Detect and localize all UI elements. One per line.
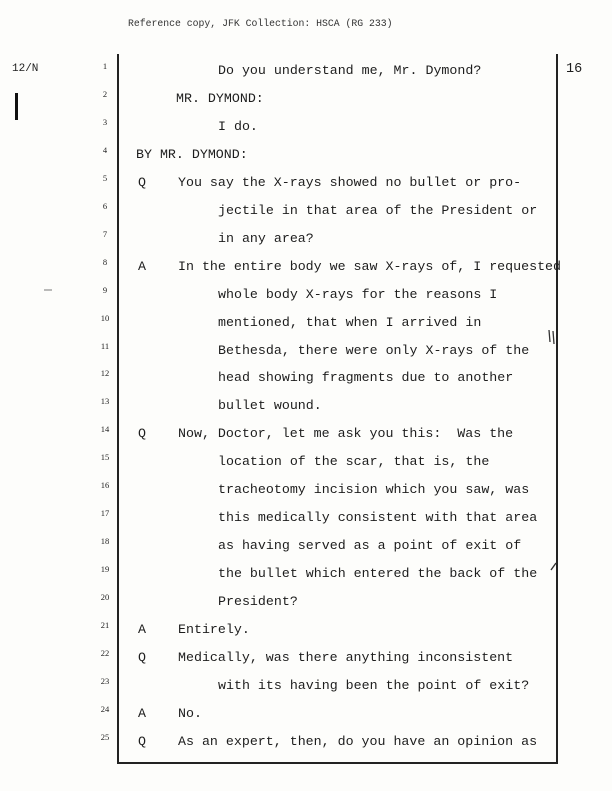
transcript-text: location of the scar, that is, the	[218, 454, 490, 470]
transcript-text: bullet wound.	[218, 398, 322, 414]
transcript-text: whole body X-rays for the reasons I	[218, 286, 498, 302]
transcript-text: head showing fragments due to another	[218, 370, 514, 386]
speaker-marker: Q	[138, 174, 146, 190]
page-frame-bottom-rule	[117, 762, 558, 764]
speaker-marker: A	[138, 622, 146, 638]
transcript-line	[0, 84, 612, 112]
line-number: 4	[102, 144, 108, 155]
speaker-marker: A	[138, 705, 146, 721]
speaker-marker: Q	[138, 733, 146, 749]
transcript-text: As an expert, then, do you have an opinion as	[178, 733, 538, 749]
transcript-line	[0, 643, 612, 671]
transcript-text: Do you understand me, Mr. Dymond?	[218, 63, 482, 78]
transcript-text: President?	[218, 594, 298, 610]
line-number: 6	[102, 200, 108, 211]
speaker-marker: Q	[138, 650, 146, 666]
page-number: 16	[566, 62, 583, 77]
line-number: 14	[100, 424, 110, 435]
line-number: 12	[100, 368, 110, 379]
line-number: 5	[102, 172, 108, 183]
line-number: 24	[100, 703, 110, 714]
speaker-marker: A	[138, 258, 146, 274]
transcript-line	[0, 363, 612, 391]
speaker-marker: Q	[138, 426, 146, 442]
transcript-line	[0, 196, 612, 224]
transcript-line	[0, 56, 612, 84]
line-number: 15	[100, 452, 110, 463]
line-number: 2	[102, 88, 108, 99]
transcript-body	[0, 56, 612, 755]
transcript-text: No.	[178, 705, 202, 721]
transcript-text: Now, Doctor, let me ask you this: Was the	[178, 426, 514, 442]
line-number: 25	[100, 731, 110, 742]
transcript-line	[0, 112, 612, 140]
line-number: 22	[100, 648, 110, 659]
transcript-line	[0, 308, 612, 336]
transcript-line	[0, 559, 612, 587]
transcript-line	[0, 531, 612, 559]
transcript-text: You say the X-rays showed no bullet or pro-	[178, 174, 522, 190]
line-number: 11	[100, 340, 110, 351]
line-number: 10	[100, 312, 110, 323]
transcript-text: BY MR. DYMOND:	[136, 146, 248, 162]
transcript-line	[0, 224, 612, 252]
line-number: 1	[102, 61, 108, 71]
line-number: 13	[100, 396, 110, 407]
transcript-line	[0, 587, 612, 615]
transcript-line	[0, 475, 612, 503]
transcript-line	[0, 419, 612, 447]
line-number: 20	[100, 592, 110, 603]
transcript-text: jectile in that area of the President or	[218, 202, 538, 218]
transcript-line	[0, 140, 612, 168]
line-number: 7	[102, 228, 108, 239]
line-number: 8	[102, 256, 108, 267]
transcript-text: MR. DYMOND:	[176, 90, 264, 106]
line-number: 23	[100, 675, 110, 686]
line-number: 3	[102, 116, 108, 127]
transcript-text: In the entire body we saw X-rays of, I requested	[178, 258, 562, 274]
transcript-text: with its having been the point of exit?	[218, 677, 530, 693]
transcript-text: mentioned, that when I arrived in	[218, 314, 482, 330]
transcript-text: this medically consistent with that area	[218, 510, 538, 526]
transcript-text: tracheotomy incision which you saw, was	[218, 482, 530, 498]
line-number: 21	[100, 620, 110, 631]
transcript-text: Entirely.	[178, 622, 250, 638]
margin-note: 12/N	[12, 63, 39, 75]
line-number: 16	[100, 480, 110, 491]
transcript-text: Bethesda, there were only X-rays of the	[218, 342, 530, 358]
transcript-line	[0, 447, 612, 475]
transcript-line	[0, 280, 612, 308]
transcript-line	[0, 252, 612, 280]
transcript-line	[0, 615, 612, 643]
transcript-text: I do.	[218, 118, 258, 134]
transcript-line	[0, 391, 612, 419]
transcript-text: the bullet which entered the back of the	[218, 566, 538, 582]
line-number: 18	[100, 536, 110, 547]
transcript-text: Medically, was there anything inconsistent	[178, 650, 514, 666]
transcript-text: as having served as a point of exit of	[218, 538, 522, 554]
reference-header: Reference copy, JFK Collection: HSCA (RG 233)	[128, 18, 393, 29]
line-number: 19	[100, 564, 110, 575]
transcript-line	[0, 168, 612, 196]
line-number: 17	[100, 508, 110, 519]
transcript-line	[0, 727, 612, 755]
transcript-line	[0, 699, 612, 727]
transcript-text: in any area?	[218, 230, 314, 246]
transcript-line	[0, 671, 612, 699]
transcript-line	[0, 336, 612, 364]
transcript-line	[0, 503, 612, 531]
line-number: 9	[102, 284, 108, 295]
